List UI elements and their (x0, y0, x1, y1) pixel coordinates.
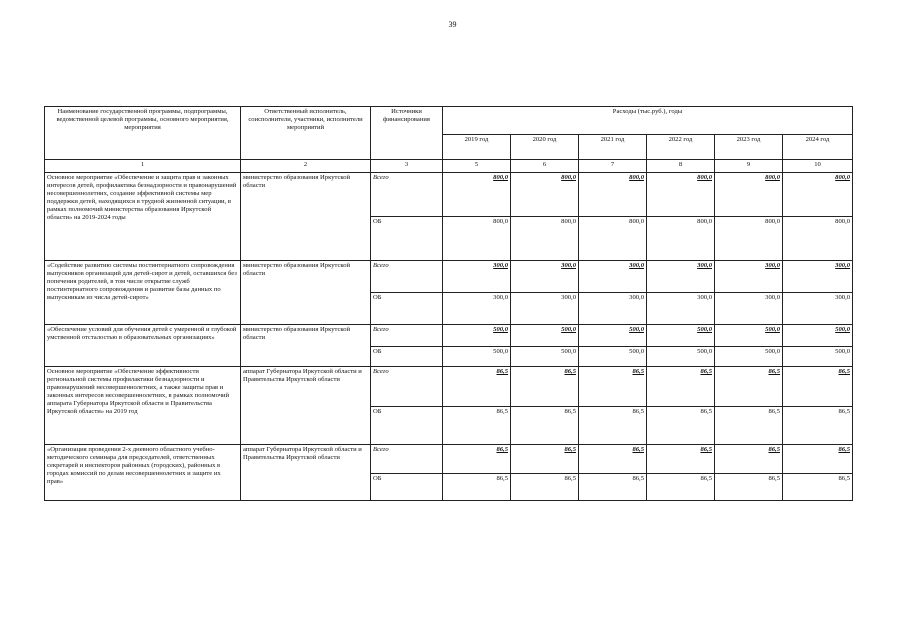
column-number: 1 (45, 160, 241, 173)
total-value: 500,0 (647, 325, 715, 347)
ob-value: 800,0 (511, 217, 579, 261)
total-value: 800,0 (443, 173, 511, 217)
total-value: 800,0 (579, 173, 647, 217)
ob-value: 800,0 (647, 217, 715, 261)
table-row (45, 261, 853, 293)
total-value: 300,0 (511, 261, 579, 293)
ob-value: 86,5 (647, 407, 715, 445)
header-year: 2021 год (579, 135, 647, 160)
ob-value: 800,0 (715, 217, 783, 261)
ob-value: 86,5 (443, 474, 511, 501)
table-row (45, 367, 853, 407)
total-value: 300,0 (443, 261, 511, 293)
column-number: 6 (511, 160, 579, 173)
column-number: 9 (715, 160, 783, 173)
ob-value: 800,0 (443, 217, 511, 261)
source-ob: ОБ (371, 407, 443, 445)
ob-value: 300,0 (715, 293, 783, 325)
ob-value: 86,5 (783, 407, 853, 445)
column-number: 2 (241, 160, 371, 173)
source-ob: ОБ (371, 347, 443, 367)
total-value: 86,5 (579, 445, 647, 474)
ob-value: 300,0 (783, 293, 853, 325)
total-value: 86,5 (511, 445, 579, 474)
ob-value: 500,0 (511, 347, 579, 367)
total-value: 500,0 (715, 325, 783, 347)
ob-value: 86,5 (715, 407, 783, 445)
measure-name: Основное мероприятие «Обеспечение и защита прав и законных интересов детей, профилактика безнадзорности и правонарушений несовершеннолетних, создание эффективной системы мер поддержки детей, находящихся в трудной жизненной ситуации, в рамках полномочий министерства образования Иркутской области» на 2019-2024 годы (45, 173, 241, 261)
column-number: 5 (443, 160, 511, 173)
ob-value: 500,0 (443, 347, 511, 367)
header-source: Источники финансирования (371, 107, 443, 160)
measure-name: «Содействие развитию системы постинтернатного сопровождения выпускников организаций для детей-сирот и детей, оставшихся без попечения родителей, в том числе открытие служб постинтернатного сопровождения и развитие базы данных по выпускникам из числа детей-сирот» (45, 261, 241, 325)
executor: аппарат Губернатора Иркутской области и Правительства Иркутской области (241, 445, 371, 501)
source-total: Всего (371, 261, 443, 293)
column-number: 7 (579, 160, 647, 173)
table-row (45, 325, 853, 347)
executor: аппарат Губернатора Иркутской области и Правительства Иркутской области (241, 367, 371, 445)
header-year: 2024 год (783, 135, 853, 160)
ob-value: 86,5 (511, 407, 579, 445)
source-total: Всего (371, 173, 443, 217)
ob-value: 500,0 (783, 347, 853, 367)
ob-value: 86,5 (511, 474, 579, 501)
table-row (45, 445, 853, 474)
ob-value: 86,5 (783, 474, 853, 501)
column-number: 10 (783, 160, 853, 173)
total-value: 300,0 (579, 261, 647, 293)
measure-name: «Обеспечение условий для обучения детей с умеренной и глубокой умственной отсталостью в образовательных организациях» (45, 325, 241, 367)
executor: министерство образования Иркутской области (241, 261, 371, 325)
ob-value: 500,0 (647, 347, 715, 367)
total-value: 500,0 (511, 325, 579, 347)
total-value: 300,0 (783, 261, 853, 293)
header-year: 2022 год (647, 135, 715, 160)
total-value: 86,5 (715, 445, 783, 474)
ob-value: 500,0 (579, 347, 647, 367)
ob-value: 300,0 (579, 293, 647, 325)
header-year: 2019 год (443, 135, 511, 160)
total-value: 500,0 (579, 325, 647, 347)
column-number: 3 (371, 160, 443, 173)
source-ob: ОБ (371, 217, 443, 261)
executor: министерство образования Иркутской области (241, 325, 371, 367)
ob-value: 300,0 (647, 293, 715, 325)
total-value: 500,0 (443, 325, 511, 347)
ob-value: 800,0 (783, 217, 853, 261)
table-body (45, 173, 853, 501)
header-year: 2020 год (511, 135, 579, 160)
ob-value: 86,5 (715, 474, 783, 501)
total-value: 86,5 (443, 445, 511, 474)
ob-value: 86,5 (579, 474, 647, 501)
total-value: 86,5 (511, 367, 579, 407)
page-number: 39 (448, 20, 457, 29)
ob-value: 86,5 (647, 474, 715, 501)
total-value: 800,0 (783, 173, 853, 217)
total-value: 300,0 (647, 261, 715, 293)
ob-value: 300,0 (443, 293, 511, 325)
total-value: 86,5 (783, 367, 853, 407)
total-value: 300,0 (715, 261, 783, 293)
header-executor: Ответственный исполнитель, соисполнители, участники, исполнители мероприятий (241, 107, 371, 160)
total-value: 86,5 (647, 367, 715, 407)
total-value: 800,0 (511, 173, 579, 217)
expenses-table (44, 106, 853, 501)
ob-value: 800,0 (579, 217, 647, 261)
measure-name: Основное мероприятие «Обеспечение эффективности региональной системы профилактики безнадзорности и правонарушений несовершеннолетних, а также защиты прав и законных интересов несовершеннолетних, в рамках полномочий аппарата Губернатора Иркутской области и Правительства Иркутской области» на 2019 год (45, 367, 241, 445)
source-ob: ОБ (371, 474, 443, 501)
table-row (45, 173, 853, 217)
source-total: Всего (371, 445, 443, 474)
executor: министерство образования Иркутской области (241, 173, 371, 261)
source-total: Всего (371, 325, 443, 347)
total-value: 86,5 (715, 367, 783, 407)
ob-value: 86,5 (443, 407, 511, 445)
header-expenses: Расходы (тыс.руб.), годы (443, 107, 853, 135)
ob-value: 300,0 (511, 293, 579, 325)
header-year: 2023 год (715, 135, 783, 160)
source-total: Всего (371, 367, 443, 407)
total-value: 86,5 (443, 367, 511, 407)
total-value: 86,5 (579, 367, 647, 407)
header-name: Наименование государственной программы, подпрограммы, ведомственной целевой программы, основного мероприятия, мероприятия (45, 107, 241, 160)
ob-value: 500,0 (715, 347, 783, 367)
total-value: 800,0 (647, 173, 715, 217)
total-value: 800,0 (715, 173, 783, 217)
total-value: 500,0 (783, 325, 853, 347)
measure-name: «Организация проведения 2-х дневного областного учебно-методического семинара для председателей, ответственных секретарей и инспекторов районных (городских), районных в городах комиссий по делам несовершеннолетних и защите их прав» (45, 445, 241, 501)
total-value: 86,5 (783, 445, 853, 474)
column-number: 8 (647, 160, 715, 173)
source-ob: ОБ (371, 293, 443, 325)
ob-value: 86,5 (579, 407, 647, 445)
total-value: 86,5 (647, 445, 715, 474)
